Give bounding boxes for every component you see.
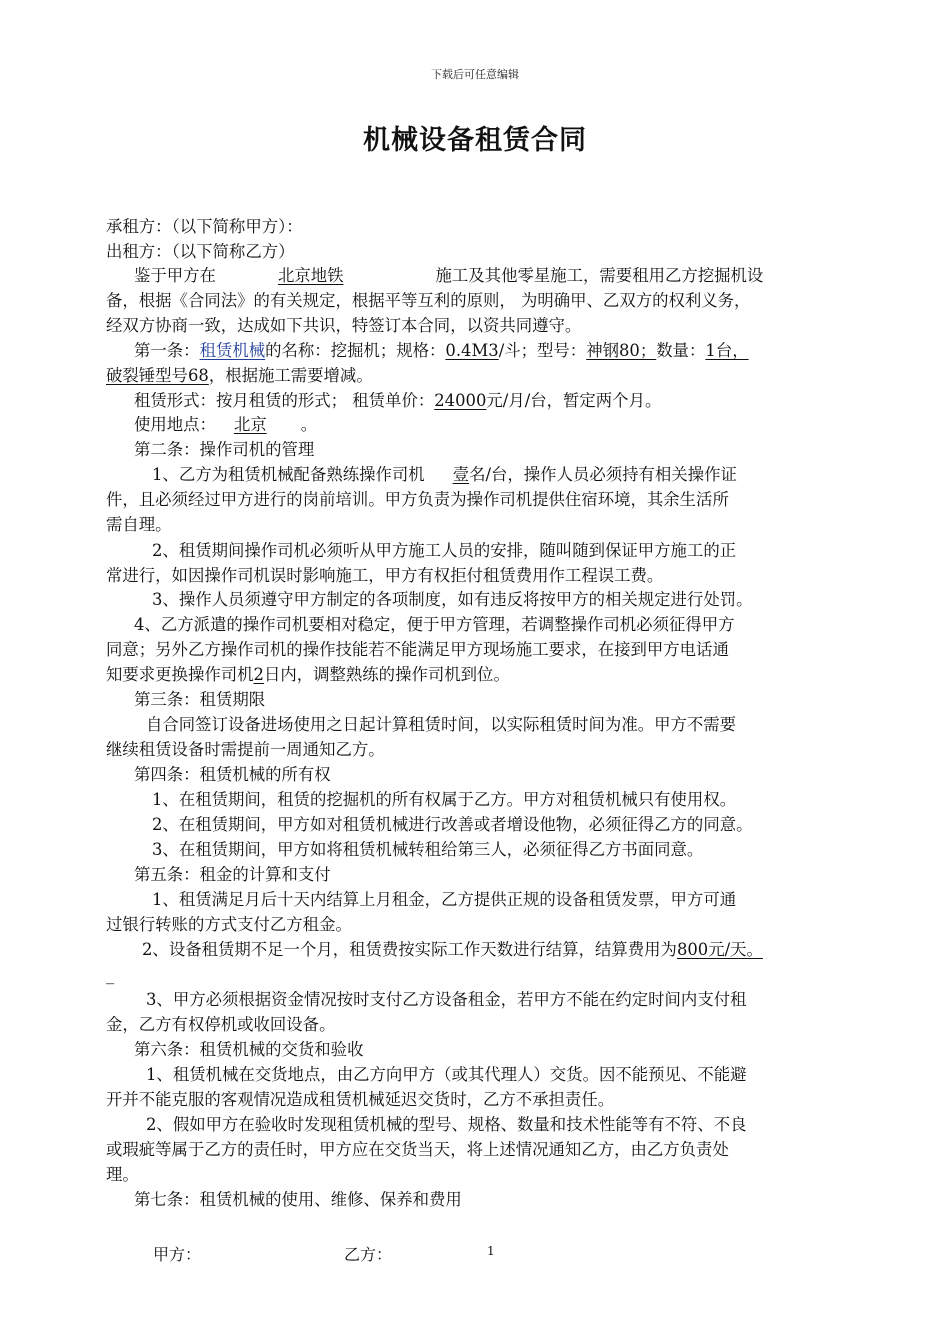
preamble-line-3: 经双方协商一致，达成如下共识，特签订本合同，以资共同遵守。 [106,316,582,335]
breaker-model: 破裂锤型号68 [106,366,209,385]
article-2-item-2-line-2: 常进行，如因操作司机误时影响施工，甲方有权拒付租赁费用作工程误工费。 [106,566,664,585]
article-6-item-2-line-1: 2、假如甲方在验收时发现租赁机械的型号、规格、数量和技术性能等有不符、不良 [146,1115,747,1134]
article-2-item-4-line-3 [106,664,510,686]
spec-value: 0.4M3 [445,341,499,360]
article-5-heading: 第五条：租金的计算和支付 [134,865,331,884]
unit-price-value: 24000 [434,391,487,410]
text-span: 元/月/台，暂定两个月。 [486,391,662,410]
article-5-item-1-line-1: 1、租赁满足月后十天内结算上月租金，乙方提供正规的设备租赁发票，甲方可通 [152,890,737,909]
text-span: 名/台，操作人员必须持有相关操作证 [469,465,737,484]
article-2-item-1-line-2: 件，且必须经过甲方进行的岗前培训。甲方负责为操作司机提供住宿环境，其余生活所 [106,490,729,509]
party-a-signature-label: 甲方： [153,1245,202,1264]
lessee-line: 承租方：（以下简称甲方）： [106,217,303,236]
text-span: /斗；型号： [498,341,587,360]
article-6-heading: 第六条：租赁机械的交货和验收 [134,1040,364,1059]
text-span: 鉴于甲方在 [134,266,216,285]
article-2-item-4-line-2: 同意；另外乙方操作司机的操作技能若不能满足甲方现场施工要求，在接到甲方电话通 [106,640,729,659]
article-6-item-2-line-2: 或瑕疵等属于乙方的责任时，甲方应在交货当天，将上述情况通知乙方，由乙方负责处 [106,1140,729,1159]
article-2-item-3: 3、操作人员须遵守甲方制定的各项制度，如有违反将按甲方的相关规定进行处罚。 [152,590,753,609]
article-2-item-4-line-1: 4、乙方派遣的操作司机要相对稳定，便于甲方管理，若调整操作司机必须征得甲方 [134,615,735,634]
article-2-item-2-line-1: 2、租赁期间操作司机必须听从甲方施工人员的安排，随叫随到保证甲方施工的正 [152,541,737,560]
driver-count: 壹 [452,465,470,484]
text-span: 数量： [656,341,706,360]
text-span: 1、乙方为租赁机械配备熟练操作司机 [152,465,425,484]
article-4-heading: 第四条：租赁机械的所有权 [134,765,331,784]
model-value: 神钢80； [586,341,657,360]
article-4-item-2: 2、在租赁期间，甲方如对租赁机械进行改善或者增设他物，必须征得乙方的同意。 [152,815,753,834]
rental-machinery-link[interactable]: 租赁机械 [199,341,266,360]
location-value: 北京 [233,415,267,434]
article-6-item-1-line-1: 1、租赁机械在交货地点，由乙方向甲方（或其代理人）交货。因不能预见、不能避 [146,1065,747,1084]
replacement-days: 2 [253,665,264,684]
article-5-item-3-line-1: 3、甲方必须根据资金情况按时支付乙方设备租金，若甲方不能在约定时间内支付租 [146,990,747,1009]
document-title: 机械设备租赁合同 [363,125,587,156]
project-name: 北京地铁 [277,266,344,285]
quantity-value: 1台， [705,341,749,360]
preamble-line-1 [134,265,763,287]
daily-rate-value: 800元/天。 [676,940,763,959]
lessor-line: 出租方：（以下简称乙方） [106,242,295,261]
article-2-item-1-line-1 [152,464,737,486]
article-3-line-2: 继续租赁设备时需提前一周通知乙方。 [106,740,385,759]
text-span: 施工及其他零星施工，需要租用乙方挖掘机设 [435,266,764,285]
article-4-item-3: 3、在租赁期间，甲方如将租赁机械转租给第三人，必须征得乙方书面同意。 [152,840,704,859]
text-span: 日内，调整熟练的操作司机到位。 [263,665,510,684]
article-4-item-1: 1、在租赁期间，租赁的挖掘机的所有权属于乙方。甲方对租赁机械只有使用权。 [152,790,737,809]
article-3-heading: 第三条：租赁期限 [134,690,266,709]
text-span: 2、设备租赁期不足一个月，租赁费按实际工作天数进行结算，结算费用为 [142,940,677,959]
rental-form-line [134,390,661,412]
text-span: 。 [300,415,318,434]
article-5-item-2-line-2: _ [106,965,115,984]
location-line [134,414,317,436]
header-note: 下载后可任意编辑 [431,68,519,81]
text-span: 租赁形式：按月租赁的形式； 租赁单价： [134,391,435,410]
preamble-line-2: 备，根据《合同法》的有关规定，根据平等互利的原则， 为明确甲、乙双方的权利义务， [106,291,751,310]
article-7-heading: 第七条：租赁机械的使用、维修、保养和费用 [134,1190,462,1209]
article-3-line-1: 自合同签订设备进场使用之日起计算租赁时间，以实际租赁时间为准。甲方不需要 [146,715,737,734]
text-span: 的名称：挖掘机；规格： [265,341,446,360]
article-5-item-2-line-1 [142,939,763,961]
article-5-item-3-line-2: 金，乙方有权停机或收回设备。 [106,1015,336,1034]
article-5-item-1-line-2: 过银行转账的方式支付乙方租金。 [106,915,352,934]
article-2-heading: 第二条：操作司机的管理 [134,440,315,459]
article-2-item-1-line-3: 需自理。 [106,515,172,534]
article-1-line-2 [106,365,373,387]
text-span: 使用地点： [134,415,216,434]
text-span: ，根据施工需要增减。 [208,366,373,385]
text-span: 知要求更换操作司机 [106,665,254,684]
page-number: 1 [487,1244,495,1258]
text-span: 第一条： [134,341,200,360]
article-6-item-1-line-2: 开并不能克服的客观情况造成租赁机械延迟交货时，乙方不承担责任。 [106,1090,615,1109]
article-1-line-1 [134,340,749,362]
party-b-signature-label: 乙方： [344,1245,393,1264]
article-6-item-2-line-3: 理。 [106,1165,139,1184]
